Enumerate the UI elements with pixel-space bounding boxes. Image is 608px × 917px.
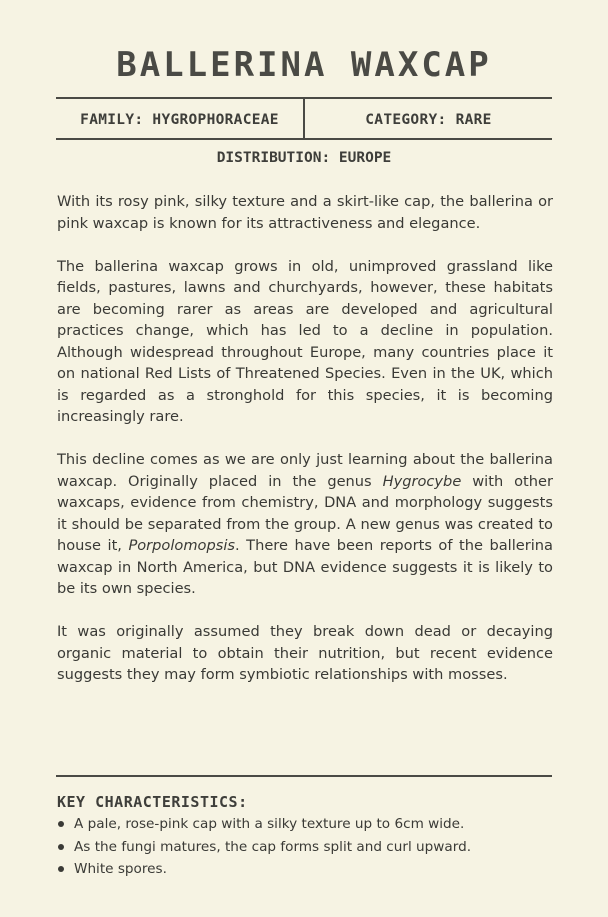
bullet-icon xyxy=(58,844,64,850)
category-label: CATEGORY: RARE xyxy=(365,112,492,128)
paragraph-taxonomy xyxy=(57,449,553,600)
card-title: BALLERINA WAXCAP xyxy=(116,45,492,85)
meta-row xyxy=(56,99,552,139)
key-rule xyxy=(56,775,552,777)
paragraph-habitat: The ballerina waxcap grows in old, unimproved grassland like fields, pastures, lawns and churchyards, however, these habitats are becoming rarer as areas are developed and agricultural practices change, which has led to a decline in population. Although widespread throughout Europe, many countries place it on national Red Lists of Threatened Species. Even in the UK, which is regarded as a stronghold for this species, it is becoming increasingly rare. xyxy=(57,257,553,425)
description xyxy=(57,191,553,707)
taxonomy-text-1: This decline comes as we are only just learning about the ballerina waxcap. Originally placed in the genus xyxy=(57,451,553,490)
key-characteristics-title: KEY CHARACTERISTICS: xyxy=(57,793,248,811)
list-item xyxy=(57,858,553,881)
bullet-icon xyxy=(58,866,64,872)
paragraph-nutrition: It was originally assumed they break down dead or decaying organic material to obtain their nutrition, but recent evidence suggests they may form symbiotic relationships with mosses. xyxy=(57,623,553,683)
genus-hygrocybe: Hygrocybe xyxy=(382,472,462,490)
list-item xyxy=(57,813,553,836)
distribution-label: DISTRIBUTION: EUROPE xyxy=(216,150,392,166)
key-characteristics-list xyxy=(57,813,553,881)
list-item-text: As the fungi matures, the cap forms split and curl upward. xyxy=(74,838,472,855)
list-item-text: White spores. xyxy=(74,861,167,877)
family-label: FAMILY: HYGROPHORACEAE xyxy=(80,112,279,128)
taxonomy-text-2: with other waxcaps, evidence from chemistry, DNA and morphology suggests it should be separated from the group. A new genus was created to house it, xyxy=(57,472,553,554)
list-item-text: A pale, rose-pink cap with a silky texture up to 6cm wide. xyxy=(74,816,465,832)
genus-porpolomopsis: Porpolomopsis xyxy=(128,537,236,554)
taxonomy-text-3: . There have been reports of the ballerina waxcap in North America, but DNA evidence suggests it is likely to be its own species. xyxy=(57,537,553,597)
paragraph-intro: With its rosy pink, silky texture and a skirt-like cap, the ballerina or pink waxcap is known for its attractiveness and elegance. xyxy=(57,193,553,232)
bullet-icon xyxy=(58,821,64,827)
list-item xyxy=(57,836,553,859)
meta-bottom-rule xyxy=(56,138,552,140)
